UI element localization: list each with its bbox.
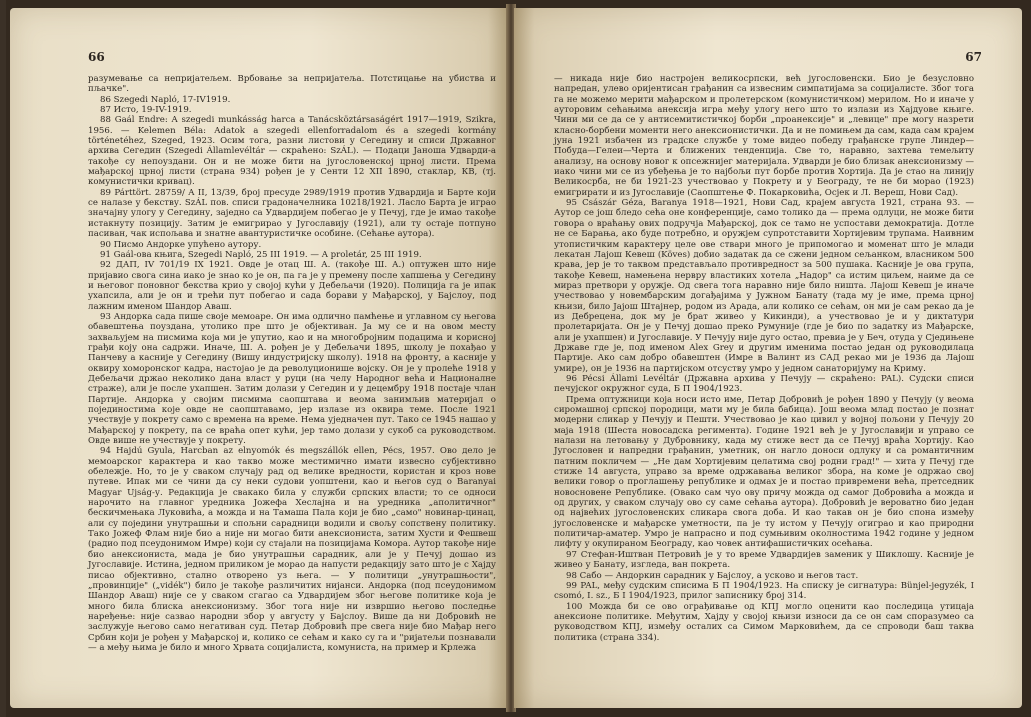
left-page [10, 8, 508, 708]
footnote-paragraph: разумевање са непријатељем. Врбовање за непријатеља. Потстицање на убиства и пљачке". [88, 74, 496, 95]
footnote-paragraph: 89 Párttört. 28759/ A II, 13/39, број пресуде 2989/1919 против Удвардија и Барте који се налазе у бекству. SzÁL пов. списи градоначелника 10218/1921. Ласло Барта је играо значајну улогу у Сегедину, заједно са Удвардијем побегао је у Печуј, где је имао такође истакнуту позицију. Затим је емигрирао у Југославију (1921), али ту остаје потпуно пасиван, чак испољава и знатне авантуристичке особине. (Сећање аутора). [88, 187, 496, 240]
footnote-paragraph: 95 Császár Géza, Baranya 1918—1921, Нови Сад, крајем августа 1921, страна 93. — Аутор се још бледо сећа оне конференције, само толико да — према одлуци, не може бити говора о враћању ових подручја Мађарској, док се тамо не успостави демократија. Дотле не се Барања, ако буде потребно, и оружјем супротставити Хортијевим трупама. Наивним утопистичким карактеру целе ове ствари много је припомогао и моменат што је млади лекатан Лајош Кевеш (Köves) добио задатак да се сжени једном сељанком, власником 500 крава, јер је то таквом представљало противредност за 500 пушака. Касније је ова група, такође Кевеш, намењена нервру властиких хотела „Надор" са истим циљем, наиме да се мираз претвори у оружје. Од свега тога наравно није било ништа. Лајош Кевеш је иначе учествовао у новембарским догађајима у Јужном Банату (тада му је име, према црној књизи, било Јајош Штајнер, родом из Арада, али колико се сећам, он ми је сам рекао да је из Дебрецена, док му је брат живео у Кикинди), а учествовао је и у диктатури пролетаријата. Он је у Печуј дошао преко Румуније (где је био по задатку из Мађарске, али је ухапшен) и Југославије. У Печују није дуго остао, превиа је у Беч, отуда у Сједињене Државе где је, под именом Alex Grey и другим именима постао један од руководилаца Партије. Ако сам добро обавештен (Имре в Валинт из САД рекао ми је 1936 да Лајош умире), он је 1936 на партијском отсуству умро у једном санаторијуму на Криму. [554, 198, 974, 374]
footnote-paragraph: 94 Hajdú Gyula, Harcban az elnyomók és megszállók ellen, Pécs, 1957. Ово дело је мемоарског карактера и као такво може местимично имати извесно субјективно обележје. Но, то је у сваком случају рад од велике вредности, користан и кроз нове путеве. Ипак ми се чини да су неки судови уопштени, као и његов суд о Baranyai Magyar Ujság-у. Редакција је свакако била у служби српских власти; то се односи нарочито на главног уредника Јожефа Хеслајна и на уредника „аполитичног" бескичмењака Луковића, а можда и на Тамаша Пала који је био „само" новинар-цинац, али су поједини унутрашњи и спољни сарадници водили и свољу сопствену политику. Тако Јожеф Флам није био а није ни могао бити анексиониста, затим Хусти и Фешвеш (радио под псеудонимом Имре) који су стајали на позицијама Комора. Аутор такође није био анексиониста, мада је био унутрашњи сарадник, али је у Печуј дошао из Југославије. Истина, једном приликом је морао да напусти редакцију зато што је с Хајду писао објективно, стално отворено уз њега. — У политици „унутрашњости", „провинције" („vidék") било је такође различитих нијанси. Андорка (под псеудонимом Шандор Аваш) није се у сваком сгагао са Удвардијем због његове политике која је много била блиска анексионизму. Због тога није ни извршио његово последње наређење: није сазвао народни збор у августу у Бајслоу. Више да ни Добровић не заслужује његово само негативан суд. Петар Добровић пре свега није био Мађар него Србин који је рођен у Мађарској и, колико се сећам и како су га и "ријатељи познавали — а међу њима је било и много Хрвата социјалиста, комуниста, на пример и Крлежа [88, 446, 497, 653]
page-number: 67 [965, 50, 982, 64]
right-page [514, 8, 1022, 708]
footnote-paragraph: 96 Pécsi Állami Levéltár (Државна архива у Печују — скраћено: PAL). Судски списи печујског окружног суда, Б П 1904/1923. [554, 373, 974, 395]
footnote-paragraph: 98 Сабо — Андоркин сарадник у Бајслоу, а усково и његов таст. [566, 570, 859, 581]
footnote-paragraph: 97 Стефан-Иштван Петровић је у то време Удвардијев заменик у Шиклошу. Касније је живео у Банату, изгледа, ван покрета. [554, 549, 974, 571]
footnote-paragraph: 91 Gaál-ова књига, Szegedi Napló, 25 III 1919. — A proletár, 25 III 1919. [100, 249, 422, 260]
footnote-paragraph: 88 Gaál Endre: A szegedi munkásság harca a Tanácsköztársaságért 1917—1919, Szikra, 1956. — Kelemen Béla: Adatok a szegedi ellenforradalom és a szegedi kormány történetéhez, Szeged, 1923. Осим тога, разни листови у Сегедину и списи Државног архива Сегедин (Szegedi Államlevéltár — скраћено: SzÁL). — Подаци Јаноша Удварди-а такође су непоуздани. Он и не може бити на југословенској црној листи. Према мађарској црној листи (страна 934) рођен је у Сенти 12 XII 1890, стаклар, КВ, (тј. комунистички кривац). [88, 115, 496, 188]
footnote-paragraph: 93 Андорка сада пише своје мемоаре. Он има одлично памћење и углавном су његова обавештења поуздана, утолико пре што је објективан. Ја му се и на овом месту захваљујем на писмима која ми је упутио, као и на многобројним подацима и корисној грађи коју она садржи. Иначе, Ш. А. рођен је у Дебељачи 1895, школу је похађао у Панчеву а касније у Сегедину (Вишу индустријску школу). 1918 на фронту, а касније у оквиру хоморонског кадра, настојао је да револуционише војску. Он је у пролеће 1918 у Дебељачи држао неколико дана власт у руци (на челу Народног већа и Националне страже), али је после ухапшен. Затим долази у Сегедин и у децембру 1918 постаје члан Партије. Андорка у својим писмима саопштава и веома занимљив материјал о појединостима које овде не саопштавамо, јер излазе из оквира теме. После 1921 учествује у покрету само с времена на време. Нема уједначен пут. Тако се 1945 нашао у Мађарској у покрету, па се враћа опет кући, јер тамо долази у сукоб са руководством. Овде више не учествује у покрету. [88, 311, 496, 447]
footnote-paragraph: — никада није био настројен великосрпски, већ југословенски. Био је безусловно напредан, улево оријентисан грађанин са извесним симпатијама за социјалисте. Због тога га не можемо мерити мађарском и пролетерском (комунистичком) мерилом. Но и иначе у ауторовим сећањима анексија игра међу улогу него што то излази из Хајдуове књиге. Чини ми се да се у антисемитистичкој борби „проанексије" и „левице" пре могу назрети класно-борбени моменти него анексионистички. Да и не помињем да сам, када сам крајем јуна 1921 избачен из градске службе у томе видео победу грађанске групе Линдер—Побуда—Гелеи—Черта и ближених тенденција. Све то, наравно, захтева темељиту анализу, на основу новог к опсежнијег материјала. Удварди је био близак анексионизму — иако чини ми се из убеђења је то најбољи пут борбе против Хортија. Да је стао на линију Великосрба, не би 1921-23 учествовао у Покрету и у Београду, те не би морао (1923) емигрирати и из Југославије (Саопштење Ф. Покарковића, Осјек и Л. Вереш, Нови Сад). [554, 74, 974, 198]
footnote-paragraph: 92 ДАП, IV 701/19 IX 1921. Овде је отац Ш. А. (такође Ш. А.) оптужен што није пријавио свога сина иако је знао ко је он, па га је у премену после хапшења у Сегедину и његовог поновног бекства крио у својој кући у Дебељачи (1920). Полиција га је ипак ухапсила, али је он и трећи пут побегао и сада борави у Мађарској, у Бајслоу, под лажним именом Шандор Аваш. [88, 260, 496, 312]
footnote-paragraph: 87 Исто, 19-IV-1919. [100, 105, 192, 116]
footnote-paragraph: Према оптужници која носи исто име, Петар Добровић је рођен 1890 у Печују (у веома сиромашној српској породици, мати му је била бабица). Још веома млад постао је познат модерни сликар у Печују и Пешти. Учествовао је као цивил у војној пољони у Печују 20 маја 1918 (Шеста новосадска регимента). Године 1921 већ је у Југославији и управо се налази на летовању у Дубровнику, када му стиже вест да се Печуј враћа Хортију. Као Југословен и напредни грађанин, уметник, он нагло доноси одлуку и са романтичним патним покличем — „Не дам Хортијевим целатима свој родни град!" — хита у Печуј где стиже 14 августа, управо за време одржавања великог збора, на коме је одржао свој велики говор о проглашењу републике и одмах је и постао привремени већа, претседник новосновене Републике. (Овако сам чуо ову причу можда од самог Добровића а можда и од других, у сваком случају ово су саме сећања аутора). Добровић је вероватно био један од највећих југословенских сликара свога доба. И као такав он је био спона између југословенске и мађарске уметности, па је ту истом у Печују огиграо и као природни политичар-аматер. Умро је напрасно и под сумњивим околностима 1942 године у једном лифту у окупираном Београду, као човек антифашистичких осећања. [554, 394, 974, 550]
footnote-paragraph: 99 PAL, међу судским списима Б П 1904/1923. На списку је сигнатура: Bünjel-jegyzék, I csomó, I. sz., Б I 1904/1923, прилог записнику број 314. [554, 580, 974, 602]
footnotes-text [88, 74, 496, 653]
page-number: 66 [88, 50, 105, 64]
footnotes-text [554, 74, 974, 643]
footnote-paragraph: 86 Szegedi Napló, 17-IV1919. [100, 94, 231, 105]
footnote-paragraph: 90 Писмо Андорке упућено аутору. [100, 239, 262, 250]
footnote-paragraph: 100 Можда би се ово ограђивање од КПЈ могло оценити као последица утицаја анексионе политике. Међутим, Хајду у својој књизи износи да се он сам споразумео са руководством КПЈ, између осталих са Симом Марковићем, да се спроводи баш таква политика (страна 334). [554, 601, 974, 643]
